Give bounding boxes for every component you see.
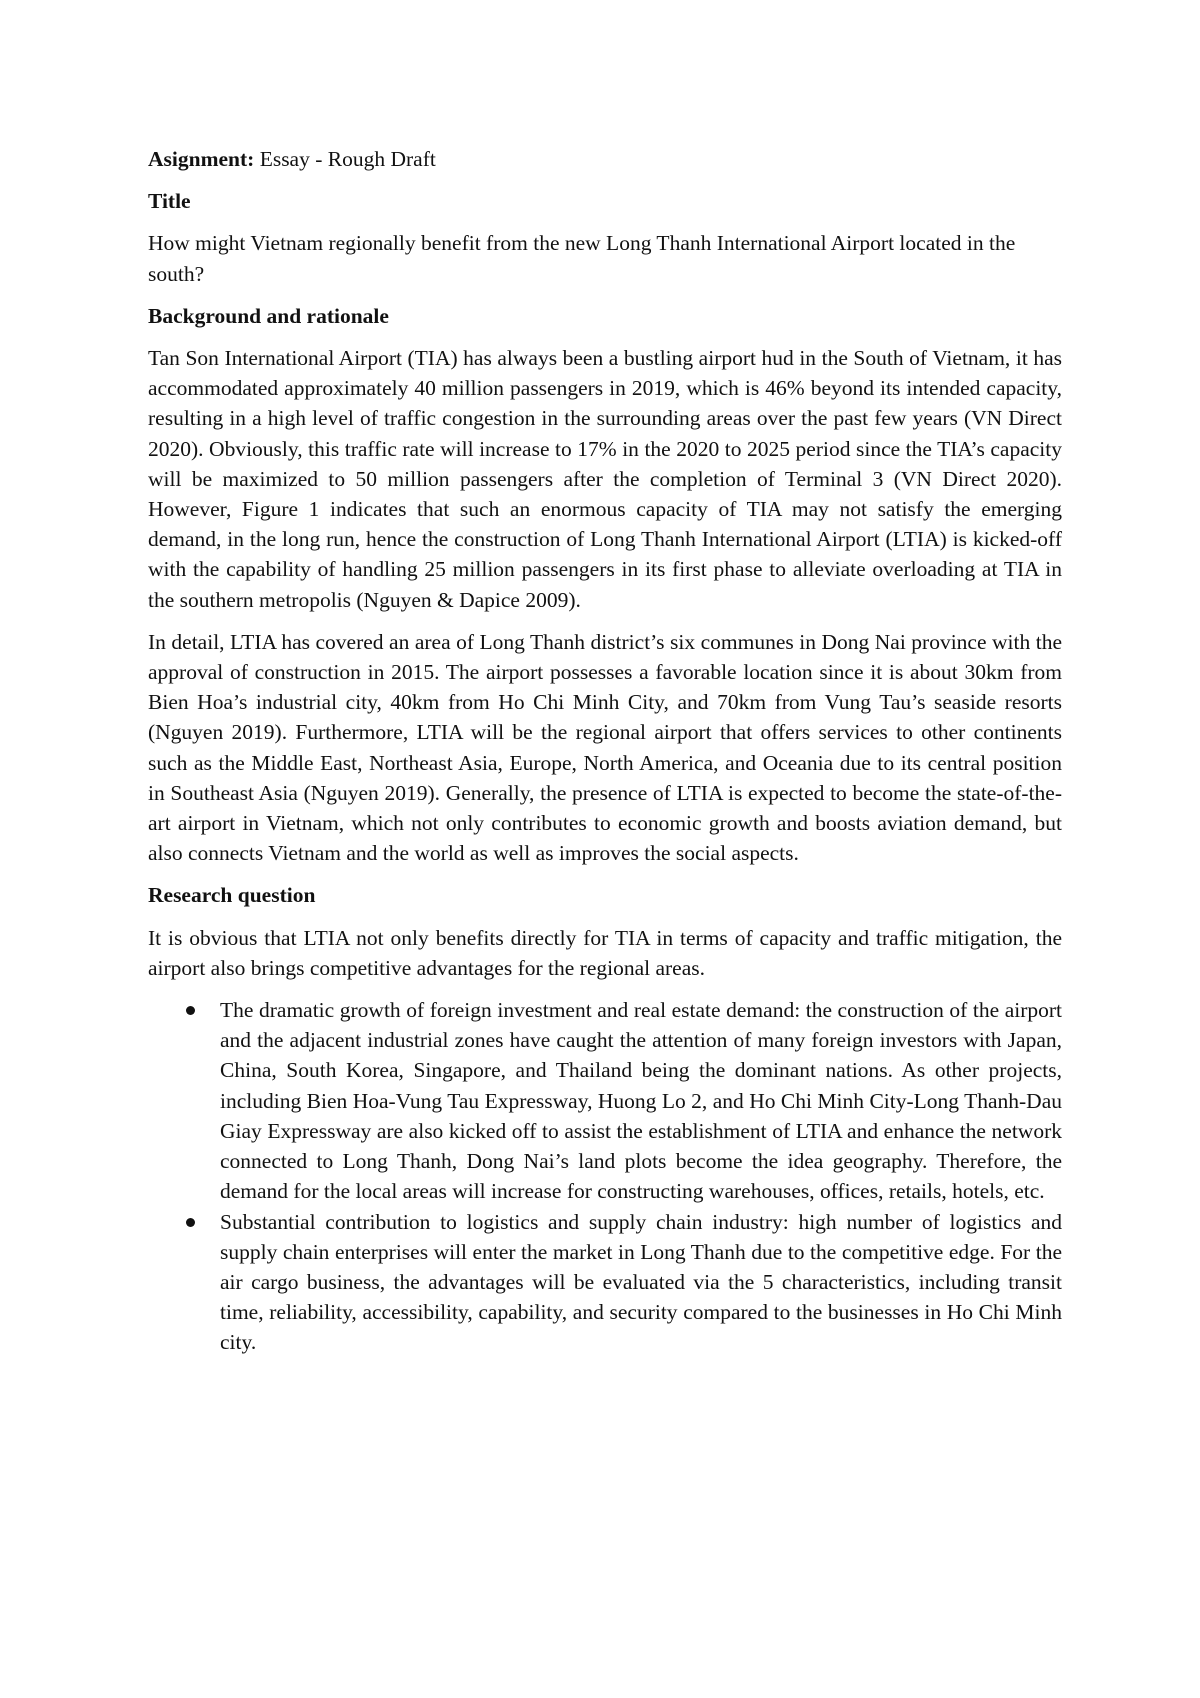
background-heading: Background and rationale: [148, 303, 389, 328]
list-item: [148, 1207, 1062, 1358]
essay-title-text: How might Vietnam regionally benefit from the new Long Thanh International Airport located in the south?: [148, 231, 1016, 286]
assignment-line: [148, 144, 1062, 174]
background-paragraph-1: Tan Son International Airport (TIA) has always been a bustling airport hud in the South of Vietnam, it has accommodated approximately 40 million passengers in 2019, which is 46% beyond its intended capacity, resulting in a high level of traffic congestion in the surrounding areas over the past few years (VN Direct 2020). Obviously, this traffic rate will increase to 17% in the 2020 to 2025 period since the TIA’s capacity will be maximized to 50 million passengers after the completion of Terminal 3 (VN Direct 2020). However, Figure 1 indicates that such an enormous capacity of TIA may not satisfy the emerging demand, in the long run, hence the construction of Long Thanh International Airport (LTIA) is kicked-off with the capability of handling 25 million passengers in its first phase to alleviate overloading at TIA in the southern metropolis (Nguyen & Dapice 2009).: [148, 346, 1062, 612]
document-body: [148, 144, 1062, 1358]
list-item-text: Substantial contribution to logistics and supply chain industry: high number of logistics and supply chain enterprises will enter the market in Long Thanh due to the competitive edge. For the air cargo business, the advantages will be evaluated via the 5 characteristics, including transit time, reliability, accessibility, capability, and security compared to the businesses in Ho Chi Minh city.: [220, 1209, 1062, 1355]
assignment-value: Essay - Rough Draft: [254, 147, 436, 171]
assignment-label: Asignment:: [148, 147, 255, 171]
bullet-icon: [186, 1006, 195, 1015]
research-intro: It is obvious that LTIA not only benefits directly for TIA in terms of capacity and traffic mitigation, the airport also brings competitive advantages for the regional areas.: [148, 925, 1062, 980]
research-heading: Research question: [148, 883, 316, 908]
list-item-text: The dramatic growth of foreign investment and real estate demand: the construction of the airport and the adjacent industrial zones have caught the attention of many foreign investors with Japan, China, South Korea, Singapore, and Thailand being the dominant nations. As other projects, including Bien Hoa-Vung Tau Expressway, Huong Lo 2, and Ho Chi Minh City-Long Thanh-Dau Giay Expressway are also kicked off to assist the establishment of LTIA and enhance the network connected to Long Thanh, Dong Nai’s land plots become the idea geography. Therefore, the demand for the local areas will increase for constructing warehouses, offices, retails, hotels, etc.: [220, 998, 1062, 1204]
list-item: [148, 995, 1062, 1206]
background-paragraph-2: In detail, LTIA has covered an area of Long Thanh district’s six communes in Dong Nai province with the approval of construction in 2015. The airport possesses a favorable location since it is about 30km from Bien Hoa’s industrial city, 40km from Ho Chi Minh City, and 70km from Vung Tau’s seaside resorts (Nguyen 2019). Furthermore, LTIA will be the regional airport that offers services to other continents such as the Middle East, Northeast Asia, Europe, North America, and Oceania due to its central position in Southeast Asia (Nguyen 2019). Generally, the presence of LTIA is expected to become the state-of-the-art airport in Vietnam, which not only contributes to economic growth and boosts aviation demand, but also connects Vietnam and the world as well as improves the social aspects.: [148, 629, 1062, 866]
bullet-icon: [186, 1218, 195, 1227]
title-heading: Title: [148, 189, 191, 214]
benefits-list: [148, 995, 1062, 1357]
